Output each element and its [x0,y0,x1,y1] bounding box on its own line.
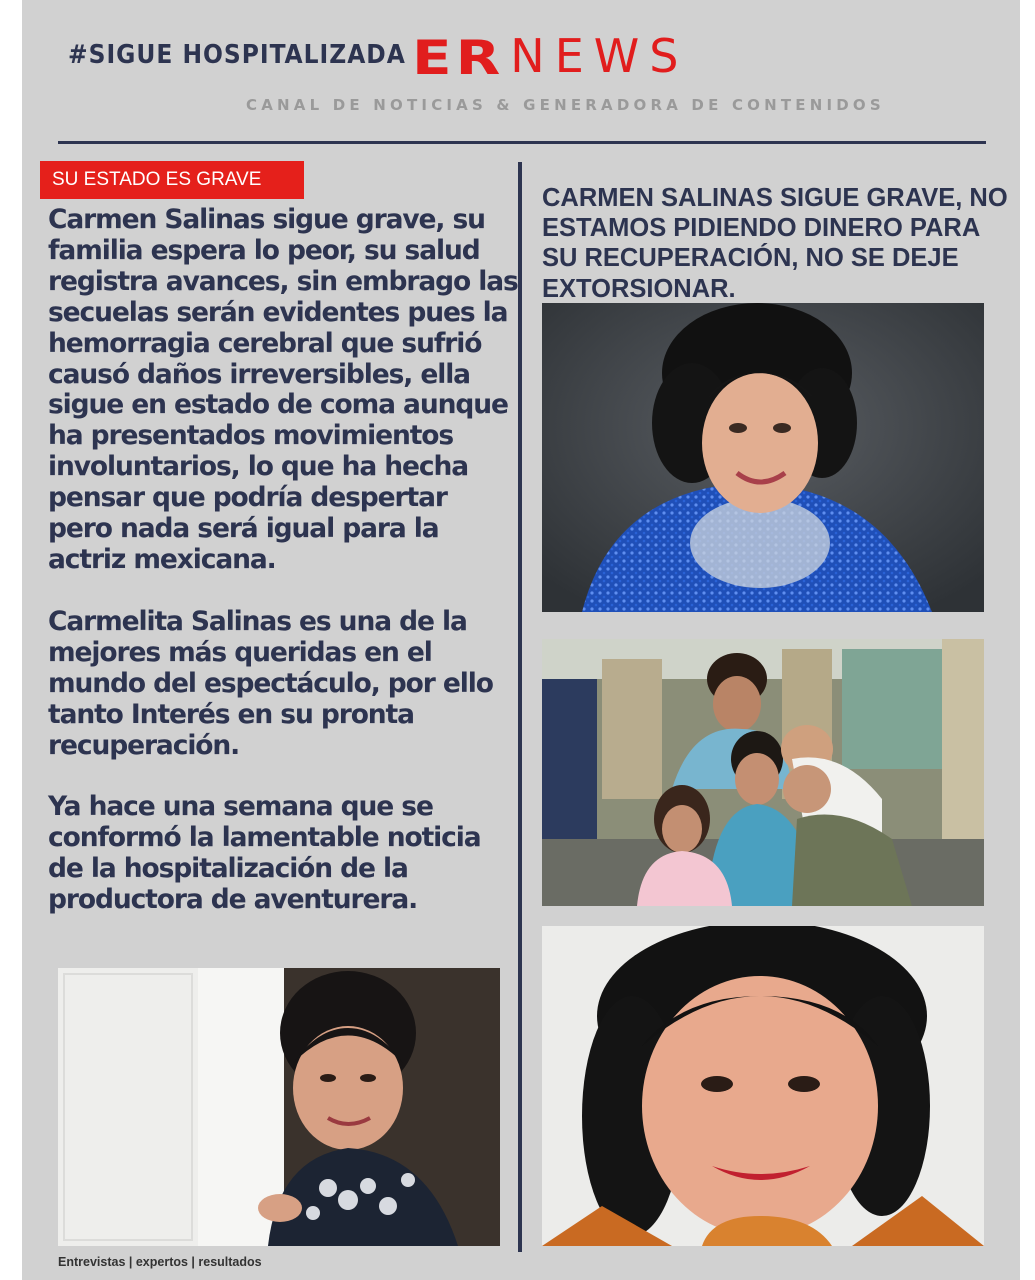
logo-er: ER [412,29,505,86]
status-badge: SU ESTADO ES GRAVE [40,161,304,199]
closeup-portrait-photo [542,926,984,1246]
footer-links: Entrevistas | expertos | resultados [58,1255,262,1269]
article-body [48,205,518,947]
article-paragraph-1: Carmen Salinas sigue grave, su familia espera lo peor, su salud registra avances, sin embrago las secuelas serán evidentes pues la hemorragia cerebral que sufrió causó daños irreversibles, ella sigue en estado de coma aunque ha presentados movimientos involuntarios, lo que ha hecha pensar que podría despertar pero nada será igual para la actriz mexicana. [48,204,518,575]
tagline: CANAL DE NOTICIAS & GENERADORA DE CONTENIDOS [246,96,885,114]
column-divider [518,162,522,1252]
article-paragraph-3: Ya hace una semana que se conformó la lamentable noticia de la hospitalización de la productora de aventurera. [48,791,481,916]
group-photo [542,639,984,906]
hashtag-title: #SIGUE HOSPITALIZADA [68,40,406,70]
ernews-logo [412,22,689,86]
right-headline: CARMEN SALINAS SIGUE GRAVE, NO ESTAMOS PIDIENDO DINERO PARA SU RECUPERACIÓN, NO SE DEJE EXTORSIONAR. [542,184,1008,303]
article-paragraph-2: Carmelita Salinas es una de la mejores más queridas en el mundo del espectáculo, por ello tanto Interés en su pronta recuperación. [48,605,493,761]
logo-news: NEWS [510,29,689,83]
header-divider [58,141,986,144]
portrait-photo-door [58,968,500,1246]
portrait-photo-blue-dress [542,303,984,612]
